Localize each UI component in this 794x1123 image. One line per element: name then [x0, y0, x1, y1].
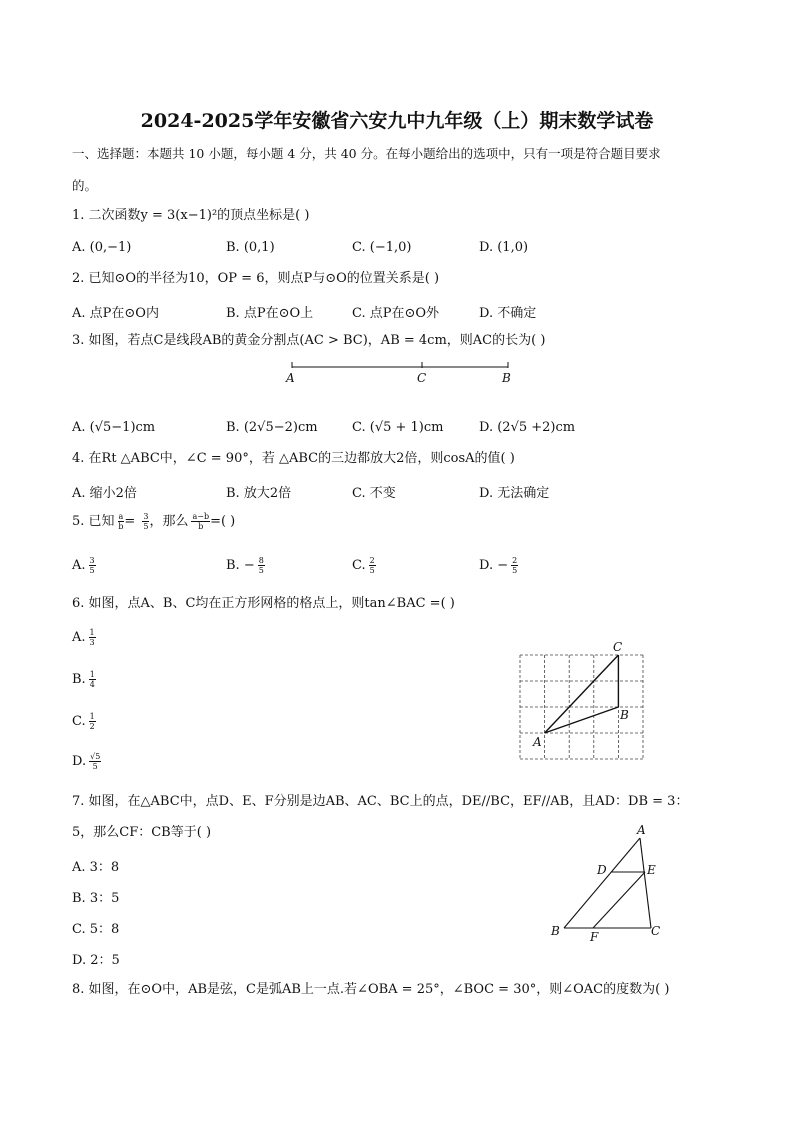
- q5-option-c: C. $\frac{2}{5}$: [352, 556, 375, 575]
- q6-label-a: A: [533, 735, 542, 749]
- q7-label-b: B: [551, 924, 560, 938]
- q7-option-c: C. 5：8: [72, 922, 120, 937]
- section-header-line2: 的。: [72, 178, 98, 193]
- q7-label-f: F: [590, 930, 599, 944]
- q2-option-d: D. 不确定: [479, 306, 537, 321]
- q1-option-b: B. (0,1): [226, 240, 275, 255]
- q4-option-b: B. 放大2倍: [226, 486, 292, 501]
- q3-label-b: B: [502, 371, 511, 385]
- q3-option-c: C. (√5 + 1)cm: [352, 420, 444, 435]
- q5-equals: =: [124, 514, 140, 529]
- q4-option-d: D. 无法确定: [479, 486, 550, 501]
- q5-stem: [72, 512, 235, 531]
- q2-option-b: B. 点P在⊙O上: [226, 306, 314, 321]
- q1-option-a: A. (0,−1): [72, 240, 132, 255]
- q3-stem: 3. 如图，若点C是线段AB的黄金分割点(AC > BC)，AB = 4cm，则AC的长为( ): [72, 333, 546, 348]
- q3-option-b: B. (2√5−2)cm: [226, 420, 318, 435]
- q7-label-a: A: [637, 823, 646, 837]
- q6-stem: 6. 如图，点A、B、C均在正方形网格的格点上，则tan∠BAC =( ): [72, 596, 455, 611]
- q4-option-c: C. 不变: [352, 486, 396, 501]
- q5-stem-post: =( ): [210, 514, 236, 529]
- q2-stem: 2. 已知⊙O的半径为10，OP = 6，则点P与⊙O的位置关系是( ): [72, 271, 440, 286]
- q1-option-d: D. (1,0): [479, 240, 529, 255]
- q3-option-a: A. (√5−1)cm: [72, 420, 156, 435]
- q6-option-b: B. $\frac{1}{4}$: [72, 670, 95, 689]
- q6-option-c: C. $\frac{1}{2}$: [72, 712, 95, 731]
- q3-label-a: A: [286, 371, 295, 385]
- q6-option-d: D. $\frac{√5}{5}$: [72, 752, 101, 771]
- q5-frac-amb-over-b: $\frac{a-b}{b}$: [192, 512, 210, 531]
- q6-option-a: A. $\frac{1}{3}$: [72, 628, 95, 647]
- q3-segment-figure: [288, 360, 513, 374]
- page-title: 2024-2025学年安徽省六安九中九年级（上）期末数学试卷: [140, 110, 654, 132]
- q7-option-d: D. 2：5: [72, 953, 120, 968]
- q7-option-a: A. 3：8: [72, 860, 120, 875]
- q8-stem: 8. 如图，在⊙O中，AB是弦，C是弧AB上一点.若∠OBA = 25°，∠BOC = 30°，则∠OAC的度数为( ): [72, 982, 670, 997]
- q7-label-d: D: [597, 863, 607, 877]
- q3-label-c: C: [417, 371, 427, 385]
- q7-label-c: C: [651, 924, 661, 938]
- q2-option-a: A. 点P在⊙O内: [72, 306, 159, 321]
- q7-stem-line1: 7. 如图，在△ABC中，点D、E、F分别是边AB、AC、BC上的点，DE//BC，EF//AB，且AD：DB = 3：: [72, 794, 689, 809]
- q4-stem: 4. 在Rt △ABC中，∠C = 90°，若 △ABC的三边都放大2倍，则cosA的值( ): [72, 451, 515, 466]
- q5-option-b: B. − $\frac{8}{5}$: [226, 556, 264, 575]
- q3-option-d: D. (2√5 +2)cm: [479, 420, 576, 435]
- q2-option-c: C. 点P在⊙O外: [352, 306, 440, 321]
- q7-option-b: B. 3：5: [72, 891, 120, 906]
- q5-mid-text: ，那么: [149, 514, 189, 529]
- section-header-line1: 一、选择题：本题共 10 小题，每小题 4 分，共 40 分。在每小题给出的选项中，只有一项是符合题目要求: [72, 146, 661, 161]
- q7-label-e: E: [647, 863, 656, 877]
- q5-option-d: D. − $\frac{2}{5}$: [479, 556, 518, 575]
- q6-label-c: C: [613, 640, 623, 654]
- q1-option-c: C. (−1,0): [352, 240, 412, 255]
- q7-stem-line2: 5，那么CF：CB等于( ): [72, 825, 212, 840]
- q7-triangle-figure: [560, 836, 660, 931]
- q5-frac-a-over-b: $\frac{a}{b}$: [118, 512, 124, 531]
- q5-option-a: A. $\frac{3}{5}$: [72, 556, 95, 575]
- q5-frac-3-over-5: $\frac{3}{5}$: [143, 512, 149, 531]
- q5-stem-pre: 5. 已知: [72, 514, 115, 529]
- q6-label-b: B: [620, 708, 629, 722]
- q1-stem: 1. 二次函数y = 3(x−1)²的顶点坐标是( ): [72, 208, 310, 223]
- q4-option-a: A. 缩小2倍: [72, 486, 137, 501]
